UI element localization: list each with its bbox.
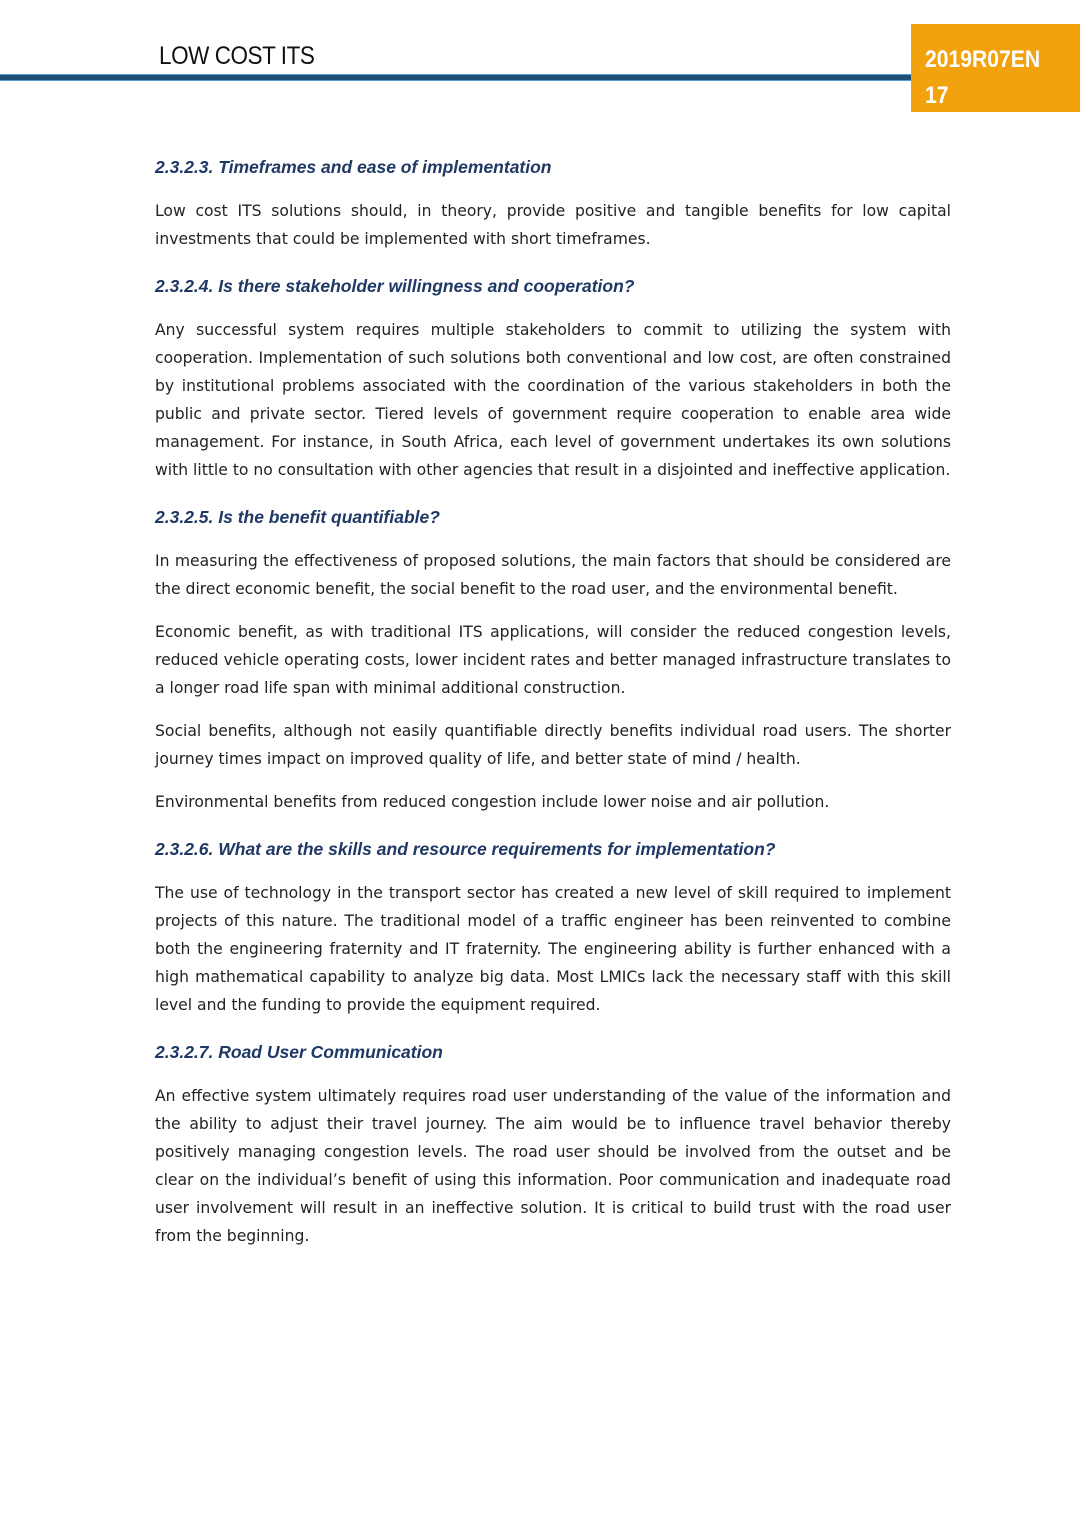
section-timeframes	[155, 154, 951, 253]
section-heading: 2.3.2.5. Is the benefit quantifiable?	[155, 507, 440, 527]
section-skills	[155, 836, 951, 1019]
document-code: 2019R07EN	[925, 46, 1041, 73]
paragraph: An effective system ultimately requires road user understanding of the value of the information and the ability to adjust their travel journey. The aim would be to influence travel behavior thereby positively managing congestion levels. The road user should be involved from the outset and be clear on the individual’s benefit of using this information. Poor communication and inadequate road user involvement will result in an ineffective solution. It is critical to build trust with the road user from the beginning.	[155, 1087, 951, 1245]
paragraph: Low cost ITS solutions should, in theory, provide positive and tangible benefits for low capital investments that could be implemented with short timeframes.	[155, 202, 951, 248]
section-benefit	[155, 504, 951, 816]
paragraph: Any successful system requires multiple stakeholders to commit to utilizing the system with cooperation. Implementation of such solutions both conventional and low cost, are often constrained by institutional problems associated with the coordination of the various stakeholders in both the public and private sector. Tiered levels of government require cooperation to enable area wide management. For instance, in South Africa, each level of government undertakes its own solutions with little to no consultation with other agencies that result in a disjointed and ineffective application.	[155, 321, 951, 479]
section-heading: 2.3.2.7. Road User Communication	[155, 1042, 443, 1062]
running-header-title: LOW COST ITS	[159, 42, 315, 70]
section-heading: 2.3.2.3. Timeframes and ease of implementation	[155, 157, 552, 177]
section-heading: 2.3.2.4. Is there stakeholder willingness and cooperation?	[155, 276, 635, 296]
paragraph: Economic benefit, as with traditional ITS applications, will consider the reduced congestion levels, reduced vehicle operating costs, lower incident rates and better managed infrastructure translates to a longer road life span with minimal additional construction.	[155, 623, 951, 697]
paragraph: Social benefits, although not easily quantifiable directly benefits individual road users. The shorter journey times impact on improved quality of life, and better state of mind / health.	[155, 722, 951, 768]
section-stakeholders	[155, 273, 951, 484]
paragraph: The use of technology in the transport sector has created a new level of skill required to implement projects of this nature. The traditional model of a traffic engineer has been reinvented to combine both the engineering fraternity and IT fraternity. The engineering ability is further enhanced with a high mathematical capability to analyze big data. Most LMICs lack the necessary staff with this skill level and the funding to provide the equipment required.	[155, 884, 951, 1014]
section-communication	[155, 1039, 951, 1250]
paragraph: Environmental benefits from reduced congestion include lower noise and air pollution.	[155, 793, 830, 811]
page-content	[155, 154, 951, 1270]
paragraph: In measuring the effectiveness of proposed solutions, the main factors that should be considered are the direct economic benefit, the social benefit to the road user, and the environmental benefit.	[155, 552, 951, 598]
section-heading: 2.3.2.6. What are the skills and resource requirements for implementation?	[155, 839, 776, 859]
page-number: 17	[925, 82, 949, 109]
